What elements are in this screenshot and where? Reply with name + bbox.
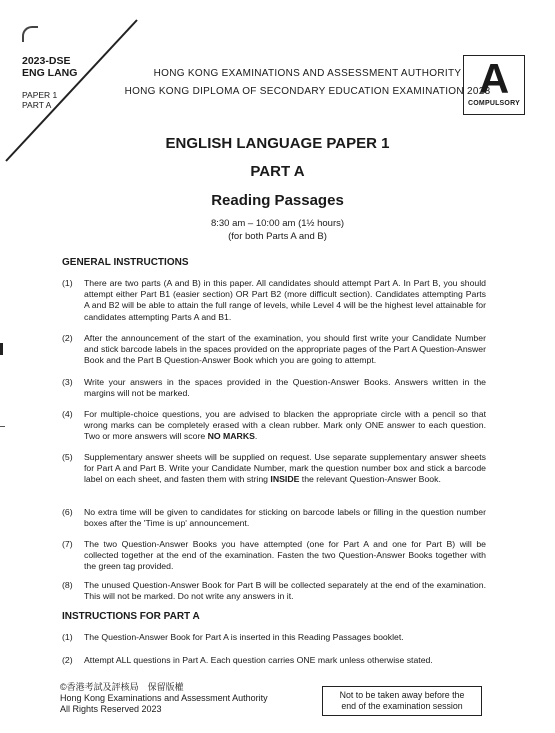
copyright-authority: Hong Kong Examinations and Assessment Authority [60, 693, 268, 703]
compulsory-label: COMPULSORY [468, 100, 520, 107]
compulsory-box [463, 55, 525, 115]
instruction-item: (8) The unused Question-Answer Book for Part B will be collected separately at the end of the examination. This will not be marked. Do not write any answers in it. [62, 580, 486, 602]
exam-code: 2023-DSE [22, 55, 71, 67]
general-instructions-heading: GENERAL INSTRUCTIONS [62, 257, 189, 268]
copyright-rights: All Rights Reserved 2023 [60, 704, 162, 714]
instruction-item: (5) Supplementary answer sheets will be supplied on request. Use separate supplementary answer sheets for Part A and Part B. Write your Candidate Number, mark the question number box and stick a barcode label on each sheet, and fasten them with string INSIDE the relevant Question-Answer Book. [62, 452, 486, 485]
paper-number: PAPER 1 [22, 90, 58, 100]
notice-line-1: Not to be taken away before the [339, 690, 465, 700]
copyright-chinese: ©香港考試及評核局 保留版權 [60, 682, 184, 692]
time-block [0, 217, 555, 243]
subject-code: ENG LANG [22, 67, 78, 79]
authority-name: HONG KONG EXAMINATIONS AND ASSESSMENT AUTHORITY [153, 68, 462, 79]
exam-time-note: (for both Parts A and B) [228, 231, 327, 242]
instruction-item: (6) No extra time will be given to candidates for sticking on barcode labels or filling in the question number boxes after the 'Time is up' announcement. [62, 507, 486, 529]
grade-letter: A [478, 55, 510, 102]
notice-line-2: end of the examination session [341, 701, 463, 711]
margin-mark [0, 343, 3, 355]
part-a-instructions-heading: INSTRUCTIONS FOR PART A [62, 611, 200, 622]
instruction-item: (4) For multiple-choice questions, you are advised to blacken the appropriate circle with a pencil so that wrong marks can be completely erased with a clean rubber. Mark only ONE answer to each question. Two or more answers will score NO MARKS. [62, 409, 486, 442]
booklet-subtitle: Reading Passages [211, 192, 344, 209]
corner-registration-mark [22, 26, 38, 42]
instruction-item: (3) Write your answers in the spaces provided in the Question-Answer Books. Answers written in the margins will not be marked. [62, 377, 486, 399]
paper-title: ENGLISH LANGUAGE PAPER 1 [165, 135, 390, 152]
instruction-item: (7) The two Question-Answer Books you have attempted (one for Part A and one for Part B) will be collected together at the end of the examination. Fasten the two Question-Answer Books together with the green tag provided. [62, 539, 486, 572]
part-title: PART A [250, 163, 305, 180]
diploma-name: HONG KONG DIPLOMA OF SECONDARY EDUCATION EXAMINATION 2023 [124, 86, 491, 97]
instruction-item: (2) After the announcement of the start of the examination, you should first write your Candidate Number and stick barcode labels in the spaces provided on the appropriate pages of the Part A Question-Answer Book and the Part B Question-Answer Book which you are going to attempt. [62, 333, 486, 366]
instruction-item: (1) There are two parts (A and B) in this paper. All candidates should attempt Part A. In Part B, you should attempt either Part B1 (easier section) OR Part B2 (more difficult section). Candidates attempting Parts A and B2 will be able to attain the full range of levels, while Level 4 will be the highest level attainable for candidates attempting Parts A and B1. [62, 278, 486, 322]
copyright-block [60, 682, 268, 715]
part-a-instruction-item: (2) Attempt ALL questions in Part A. Each question carries ONE mark unless otherwise stated. [62, 655, 433, 665]
part-a-instruction-item: (1) The Question-Answer Book for Part A is inserted in this Reading Passages booklet. [62, 632, 404, 642]
exam-time: 8:30 am – 10:00 am (1½ hours) [210, 218, 345, 229]
paper-part: PART A [22, 100, 52, 110]
take-away-notice-box [322, 686, 482, 716]
margin-tick [0, 426, 5, 427]
